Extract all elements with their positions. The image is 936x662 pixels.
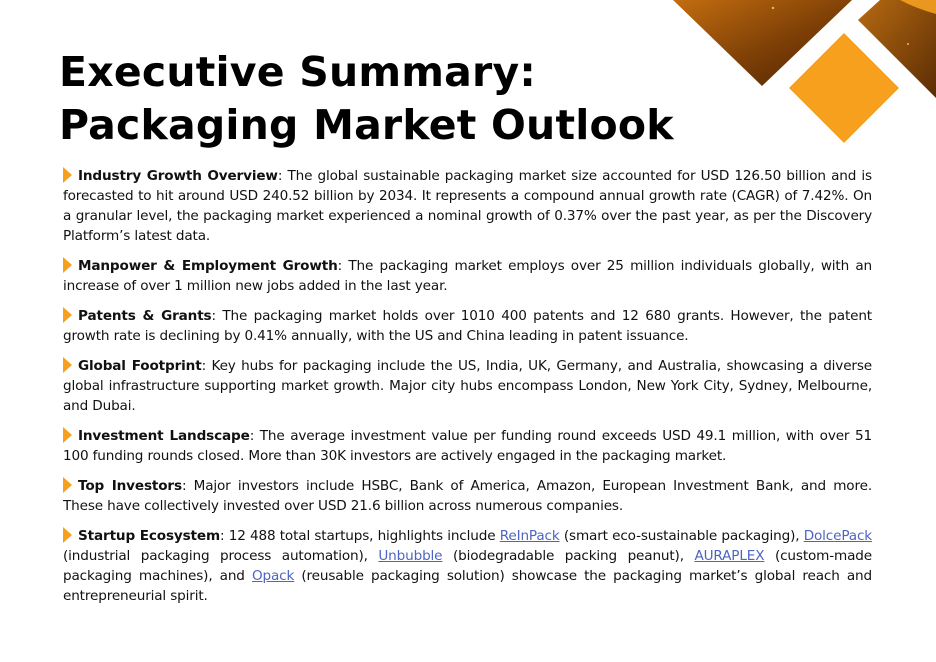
triangle-bullet-icon [63, 167, 72, 183]
item-text: : 12 488 total startups, highlights include [219, 528, 500, 544]
orange-diamond-shape [789, 33, 899, 143]
item-text: : Key hubs for packaging include the US, India, UK, Germany, and Australia, showcasing a diverse global infrastructure supporting market growth. Major city hubs encompass London, New York City, Sydney, Melbourne, and Dubai. [63, 358, 873, 414]
item-text: (biodegradable packing peanut), [442, 548, 695, 564]
item-heading: Top Investors [78, 478, 182, 494]
page-title [59, 46, 674, 152]
list-item-industry-growth [63, 166, 872, 246]
triangle-bullet-icon [63, 307, 72, 323]
item-text: : Major investors include HSBC, Bank of America, Amazon, European Investment Bank, and more. These have collectively invested over USD 21.6 billion across numerous companies. [63, 478, 872, 514]
item-text: : The average investment value per funding round exceeds USD 49.1 million, with over 51 100 funding rounds closed. More than 30K investors are actively engaged in the packaging market. [63, 428, 872, 464]
list-item-patents [63, 306, 872, 346]
item-heading: Startup Ecosystem [78, 528, 220, 544]
list-item-global-footprint [63, 356, 872, 416]
item-text: : The packaging market employs over 25 million individuals globally, with an increase of over 1 million new jobs added in the last year. [63, 258, 872, 294]
item-heading: Global Footprint [78, 358, 202, 374]
link-auraplex[interactable]: AURAPLEX [694, 548, 765, 564]
item-text: (custom-made packaging machines), and [63, 548, 872, 584]
link-opack[interactable]: Opack [251, 568, 295, 584]
list-item-startup-ecosystem [63, 526, 872, 606]
triangle-bullet-icon [63, 357, 72, 373]
item-heading: Manpower & Employment Growth [78, 258, 338, 274]
dark-triangle-shape [673, 0, 852, 86]
item-text: (industrial packaging process automation), [63, 548, 379, 564]
list-item-investment [63, 426, 872, 466]
dark-corner-shape [858, 0, 936, 98]
triangle-bullet-icon [63, 427, 72, 443]
item-heading: Patents & Grants [78, 308, 212, 324]
item-text: (smart eco-sustainable packaging), [559, 528, 804, 544]
title-line-1: Executive Summary: [59, 48, 536, 96]
list-item-manpower [63, 256, 872, 296]
link-unbubble[interactable]: Unbubble [378, 548, 443, 564]
item-heading: Industry Growth Overview [78, 168, 278, 184]
title-line-2: Packaging Market Outlook [59, 101, 674, 149]
link-dolcepack[interactable]: DolcePack [803, 528, 872, 544]
item-heading: Investment Landscape [78, 428, 250, 444]
triangle-bullet-icon [63, 257, 72, 273]
summary-list [63, 166, 872, 616]
triangle-bullet-icon [63, 527, 72, 543]
list-item-top-investors [63, 476, 872, 516]
triangle-bullet-icon [63, 477, 72, 493]
orange-corner-sparkle [900, 0, 936, 14]
link-reinpack[interactable]: ReInPack [499, 528, 560, 544]
item-text: (reusable packaging solution) showcase the packaging market’s global reach and entrepreneurial spirit. [63, 568, 872, 604]
item-text: : The global sustainable packaging market size accounted for USD 126.50 billion and is forecasted to hit around USD 240.52 billion by 2034. It represents a compound annual growth rate (CAGR) of 7.42%. On a granular level, the packaging market experienced a nominal growth of 0.37% over the past year, as per the Discovery Platform’s latest data. [63, 168, 872, 244]
item-text: : The packaging market holds over 1010 400 patents and 12 680 grants. However, the patent growth rate is declining by 0.41% annually, with the US and China leading in patent issuance. [63, 308, 872, 344]
